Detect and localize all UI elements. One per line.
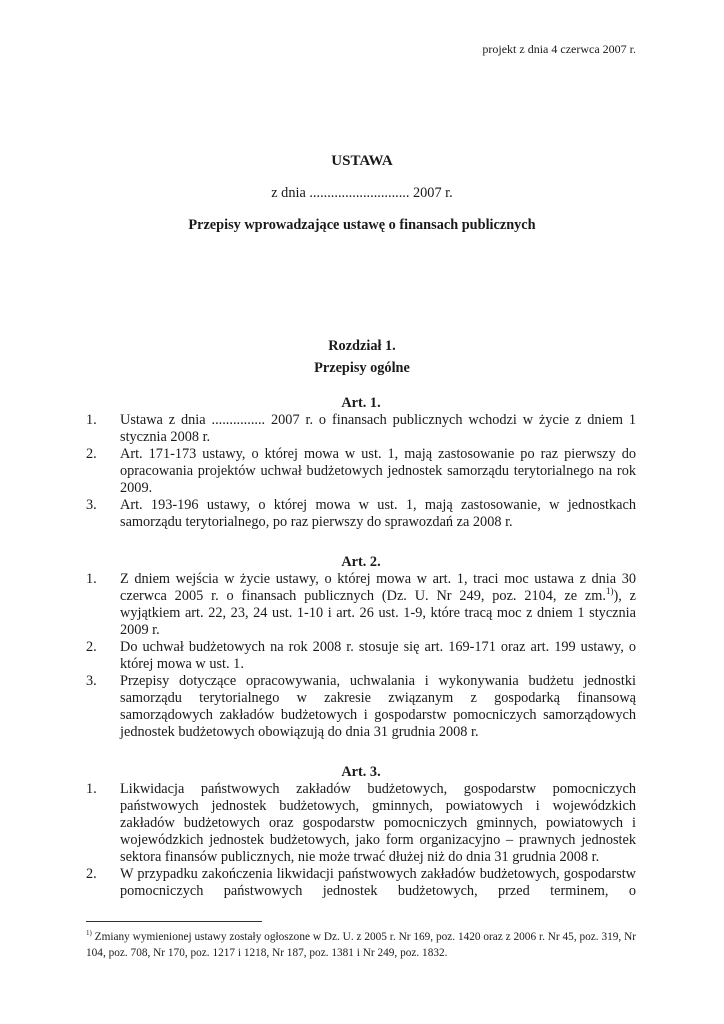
act-title: USTAWA: [331, 153, 393, 169]
footnote-marker: 1): [86, 929, 92, 938]
paragraph-text: W przypadku zakończenia likwidacji państwowych zakładów budżetowych, gospodarstw pomocniczych państwowych jednostek budżetowych, przed terminem, o: [120, 866, 636, 899]
paragraph: [86, 639, 636, 673]
paragraph-number: 3.: [86, 497, 97, 513]
footnote-separator: [86, 921, 262, 922]
paragraph: [86, 866, 636, 900]
footnote-ref[interactable]: 1): [605, 586, 614, 597]
paragraph-text: Przepisy dotyczące opracowywania, uchwalania i wykonywania budżetu jednostki samorządu terytorialnego w zakresie związanym z gospodarką finansową samorządowych zakładów budżetowych i gospodarstw pomocniczych samorządowych jednostek budżetowych obowiązują do dnia 31 grudnia 2008 r.: [120, 673, 636, 740]
paragraph-number: 2.: [86, 639, 97, 655]
footnote: [86, 929, 636, 961]
act-date-line: z dnia ............................ 2007 r.: [271, 185, 453, 201]
paragraph: [86, 781, 636, 866]
paragraph-text: Likwidacja państwowych zakładów budżetowych, gospodarstw pomocniczych państwowych jednostek budżetowych, gminnych, powiatowych i wojewódzkich zakładów budżetowych oraz gospodarstw pomocniczych gminnych, powiatowych i wojewódzkich jednostek budżetowych, jako form organizacyjno – prawnych jednostek sektora finansów publicznych, nie może trwać dłużej niż do dnia 31 grudnia 2008 r.: [120, 781, 636, 865]
article-title: Art. 3.: [341, 764, 381, 780]
paragraph-number: 1.: [86, 571, 97, 587]
paragraph: [86, 497, 636, 531]
paragraph-number: 2.: [86, 446, 97, 462]
paragraph-text: Art. 171-173 ustawy, o której mowa w ust. 1, mają zastosowanie po raz pierwszy do opracowania projektów uchwał budżetowych jednostek samorządu terytorialnego na rok 2009.: [120, 446, 636, 496]
article-title: Art. 2.: [341, 554, 381, 570]
paragraph-text: Z dniem wejścia w życie ustawy, o której mowa w art. 1, traci moc ustawa z dnia 30 czerwca 2005 r. o finansach publicznych (Dz. U. Nr 249, poz. 2104, ze zm.$^{1)}$), z wyjątkiem art. 22, 23, 24 ust. 1-10 i art. 26 ust. 1-9, które tracą moc z dniem 1 stycznia 2009 r.: [120, 571, 636, 638]
chapter-label: Rozdział 1.: [328, 338, 396, 354]
chapter-name: Przepisy ogólne: [314, 360, 410, 376]
article-title: Art. 1.: [341, 395, 381, 411]
paragraph-number: 2.: [86, 866, 97, 882]
paragraph-text: Ustawa z dnia ............... 2007 r. o finansach publicznych wchodzi w życie z dniem 1 stycznia 2008 r.: [120, 412, 636, 445]
article-body: [86, 395, 636, 900]
paragraph-number: 1.: [86, 412, 97, 428]
paragraph-number: 3.: [86, 673, 97, 689]
paragraph: [86, 673, 636, 741]
act-subtitle: Przepisy wprowadzające ustawę o finansach publicznych: [188, 217, 536, 233]
header-note: projekt z dnia 4 czerwca 2007 r.: [482, 42, 636, 56]
paragraph-number: 1.: [86, 781, 97, 797]
paragraph: [86, 412, 636, 446]
footnote-text: Zmiany wymienionej ustawy zostały ogłoszone w Dz. U. z 2005 r. Nr 169, poz. 1420 oraz z 2006 r. Nr 45, poz. 319, Nr 104, poz. 708, Nr 170, poz. 1217 i 1218, Nr 187, poz. 1381 i Nr 249, poz. 1832.: [86, 931, 636, 959]
paragraph-text: Do uchwał budżetowych na rok 2008 r. stosuje się art. 169-171 oraz art. 199 ustawy, o której mowa w ust. 1.: [120, 639, 636, 672]
paragraph: [86, 571, 636, 639]
paragraph-text: Art. 193-196 ustawy, o której mowa w ust. 1, mają zastosowanie, w jednostkach samorządu terytorialnego, po raz pierwszy do sprawozdań za 2008 r.: [120, 497, 636, 530]
paragraph: [86, 446, 636, 497]
